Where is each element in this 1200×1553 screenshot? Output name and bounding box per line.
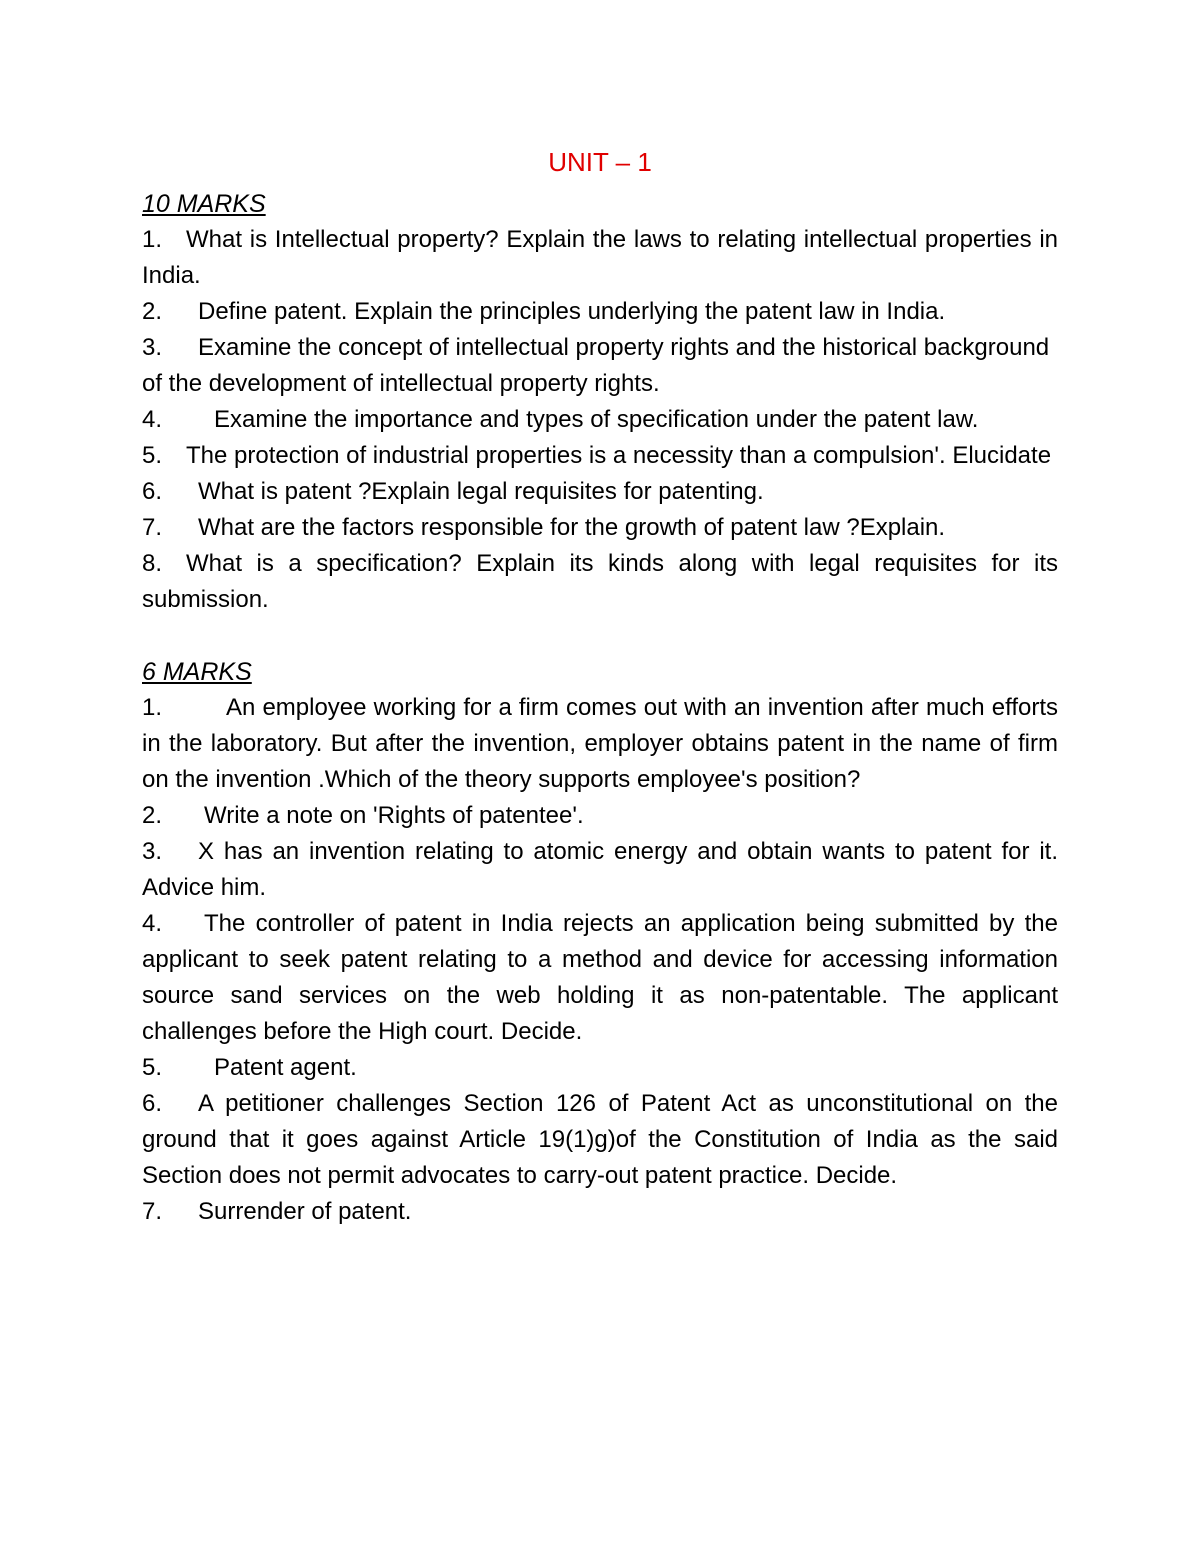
- question-number: 4.: [142, 406, 163, 433]
- section-heading-6-marks: 6 MARKS: [142, 658, 252, 686]
- question-10m-4: [142, 402, 1058, 438]
- question-10m-1: [142, 222, 1058, 294]
- question-6m-5: [142, 1050, 1058, 1086]
- question-number: 1.: [142, 226, 163, 253]
- question-number: 6.: [142, 478, 163, 505]
- question-text: Examine the importance and types of specification under the patent law.: [214, 406, 979, 433]
- question-text: The protection of industrial properties is a necessity than a compulsion'. Elucidate: [186, 442, 1052, 469]
- question-6m-7: [142, 1194, 1058, 1230]
- unit-title: UNIT – 1: [548, 147, 652, 177]
- question-10m-5: [142, 438, 1058, 474]
- question-number: 7.: [142, 514, 163, 541]
- question-text: Examine the concept of intellectual property rights and the historical background of the development of intellectual property rights.: [142, 334, 1050, 397]
- question-text: What is a specification? Explain its kinds along with legal requisites for its submission.: [142, 550, 1058, 613]
- question-text: X has an invention relating to atomic energy and obtain wants to patent for it. Advice him.: [142, 838, 1058, 901]
- question-10m-2: [142, 294, 1058, 330]
- question-6m-4: [142, 906, 1058, 1050]
- question-text: Define patent. Explain the principles underlying the patent law in India.: [198, 298, 946, 325]
- question-number: 5.: [142, 1054, 163, 1081]
- question-text: What are the factors responsible for the growth of patent law ?Explain.: [198, 514, 946, 541]
- question-10m-7: [142, 510, 1058, 546]
- question-number: 3.: [142, 334, 163, 361]
- question-number: 1.: [142, 694, 163, 721]
- question-text: What is patent ?Explain legal requisites for patenting.: [198, 478, 764, 505]
- question-6m-1: [142, 690, 1058, 798]
- section-heading-10-marks: 10 MARKS: [142, 190, 266, 218]
- question-number: 4.: [142, 910, 163, 937]
- question-number: 6.: [142, 1090, 163, 1117]
- question-6m-3: [142, 834, 1058, 906]
- question-6m-2: [142, 798, 1058, 834]
- question-6m-6: [142, 1086, 1058, 1194]
- question-number: 3.: [142, 838, 163, 865]
- question-10m-3: [142, 330, 1058, 402]
- question-text: The controller of patent in India rejects an application being submitted by the applicant to seek patent relating to a method and device for accessing information source sand services on the web holding it as non-patentable. The applicant challenges before the High court. Decide.: [142, 910, 1058, 1045]
- question-10m-8: [142, 546, 1058, 618]
- question-text: An employee working for a firm comes out with an invention after much efforts in the laboratory. But after the invention, employer obtains patent in the name of firm on the invention .Which of the theory supports employee's position?: [142, 694, 1058, 793]
- question-text: Patent agent.: [214, 1054, 357, 1081]
- question-text: Surrender of patent.: [198, 1198, 412, 1225]
- section-spacer: [142, 618, 1058, 654]
- question-text: What is Intellectual property? Explain the laws to relating intellectual properties in India.: [142, 226, 1058, 289]
- question-number: 8.: [142, 550, 163, 577]
- question-text: Write a note on 'Rights of patentee'.: [204, 802, 584, 829]
- question-number: 5.: [142, 442, 163, 469]
- question-10m-6: [142, 474, 1058, 510]
- question-text: A petitioner challenges Section 126 of Patent Act as unconstitutional on the ground that it goes against Article 19(1)g)of the Constitution of India as the said Section does not permit advocates to carry-out patent practice. Decide.: [142, 1090, 1058, 1189]
- question-number: 7.: [142, 1198, 163, 1225]
- question-number: 2.: [142, 802, 163, 829]
- question-number: 2.: [142, 298, 163, 325]
- document-page: [142, 138, 1058, 1230]
